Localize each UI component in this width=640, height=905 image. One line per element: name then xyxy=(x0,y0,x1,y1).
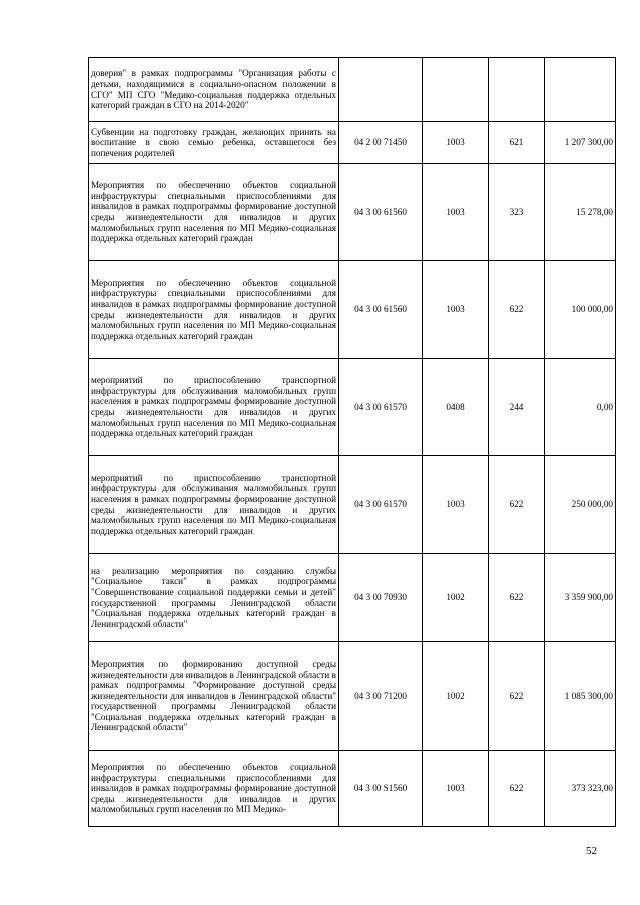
row-description: Мероприятия по обеспечению объектов социальной инфраструктуры специальными приспособлениями для инвалидов в рамках подпрограммы формирование доступной среды жизнедеятельности для инвалидов и других маломобильных групп населения по МП Медико-социальная поддержка отдельных категорий граждан xyxy=(89,164,339,261)
row-expense-type xyxy=(489,58,545,122)
row-description: Мероприятия по обеспечению объектов социальной инфраструктуры специальными приспособлениями для инвалидов в рамках подпрограммы формирование доступной среды жизнедеятельности для инвалидов и других маломобильных групп населения по МП Медико- xyxy=(89,751,339,827)
row-target-code: 04 3 00 S1560 xyxy=(339,751,423,827)
row-section-code: 1002 xyxy=(423,554,489,642)
row-expense-type: 622 xyxy=(489,456,545,554)
table-row xyxy=(89,642,616,751)
table-row xyxy=(89,554,616,642)
row-section-code: 0408 xyxy=(423,359,489,456)
budget-table xyxy=(88,57,616,827)
row-amount xyxy=(545,58,616,122)
row-target-code: 04 3 00 71200 xyxy=(339,642,423,751)
row-expense-type: 323 xyxy=(489,164,545,261)
row-target-code: 04 3 00 61560 xyxy=(339,261,423,359)
row-target-code: 04 2 00 71450 xyxy=(339,122,423,164)
row-description: Мероприятия по обеспечению объектов социальной инфраструктуры специальными приспособлениями для инвалидов в рамках подпрограммы формирование доступной среды жизнедеятельности для инвалидов и других маломобильных групп населения по МП Медико-социальная поддержка отдельных категорий граждан xyxy=(89,261,339,359)
row-description: на реализацию мероприятия по созданию службы "Социальное такси" в рамках подпрограммы "Совершенствование социальной поддержки семьи и детей" государственной программы Ленинградской области "Социальная поддержка отдельных категорий граждан в Ленинградской области" xyxy=(89,554,339,642)
row-amount: 1 085 300,00 xyxy=(545,642,616,751)
row-description: Субвенции на подготовку граждан, желающих принять на воспитание в свою семью ребенка, оставшегося без попечения родителей xyxy=(89,122,339,164)
row-expense-type: 621 xyxy=(489,122,545,164)
row-section-code: 1003 xyxy=(423,261,489,359)
table-row xyxy=(89,58,616,122)
row-amount: 3 359 900,00 xyxy=(545,554,616,642)
row-expense-type: 622 xyxy=(489,261,545,359)
row-amount: 1 207 300,00 xyxy=(545,122,616,164)
row-section-code xyxy=(423,58,489,122)
row-amount: 250 000,00 xyxy=(545,456,616,554)
row-target-code: 04 3 00 70930 xyxy=(339,554,423,642)
row-section-code: 1003 xyxy=(423,751,489,827)
row-section-code: 1002 xyxy=(423,642,489,751)
table-row xyxy=(89,122,616,164)
table-row xyxy=(89,261,616,359)
row-description: доверия" в рамках подпрограммы "Организация работы с детьми, находящимися в социально-опасном положении в СГО" МП СГО "Медико-социальная поддержка отдельных категорий граждан в СГО на 2014-2020" xyxy=(89,58,339,122)
row-expense-type: 622 xyxy=(489,751,545,827)
row-expense-type: 622 xyxy=(489,554,545,642)
row-expense-type: 622 xyxy=(489,642,545,751)
row-target-code: 04 3 00 61570 xyxy=(339,359,423,456)
row-amount: 100 000,00 xyxy=(545,261,616,359)
table-row xyxy=(89,456,616,554)
row-description: мероприятий по приспособлению транспортной инфраструктуры для обслуживания маломобильных групп населения в рамках подпрограммы формирование доступной среды жизнедеятельности для инвалидов и других маломобильных групп населения по МП Медико-социальная поддержка отдельных категорий граждан xyxy=(89,359,339,456)
table-row xyxy=(89,751,616,827)
row-target-code xyxy=(339,58,423,122)
row-amount: 15 278,00 xyxy=(545,164,616,261)
row-target-code: 04 3 00 61570 xyxy=(339,456,423,554)
row-expense-type: 244 xyxy=(489,359,545,456)
page-number: 52 xyxy=(586,845,597,857)
row-section-code: 1003 xyxy=(423,122,489,164)
row-description: мероприятий по приспособлению транспортной инфраструктуры для обслуживания маломобильных групп населения в рамках подпрограммы формирование доступной среды жизнедеятельности для инвалидов и других маломобильных групп населения по МП Медико-социальная поддержка отдельных категорий граждан xyxy=(89,456,339,554)
row-description: Мероприятия по формированию доступной среды жизнедеятельности для инвалидов в Ленинградской области в рамках подпрограммы "Формирование доступной среды жизнедеятельности для инвалидов в Ленинградской области" государственной программы Ленинградской области "Социальная поддержка отдельных категорий граждан в Ленинградской области" xyxy=(89,642,339,751)
table-row xyxy=(89,359,616,456)
row-section-code: 1003 xyxy=(423,164,489,261)
row-target-code: 04 3 00 61560 xyxy=(339,164,423,261)
table-row xyxy=(89,164,616,261)
row-section-code: 1003 xyxy=(423,456,489,554)
row-amount: 373 323,00 xyxy=(545,751,616,827)
row-amount: 0,00 xyxy=(545,359,616,456)
